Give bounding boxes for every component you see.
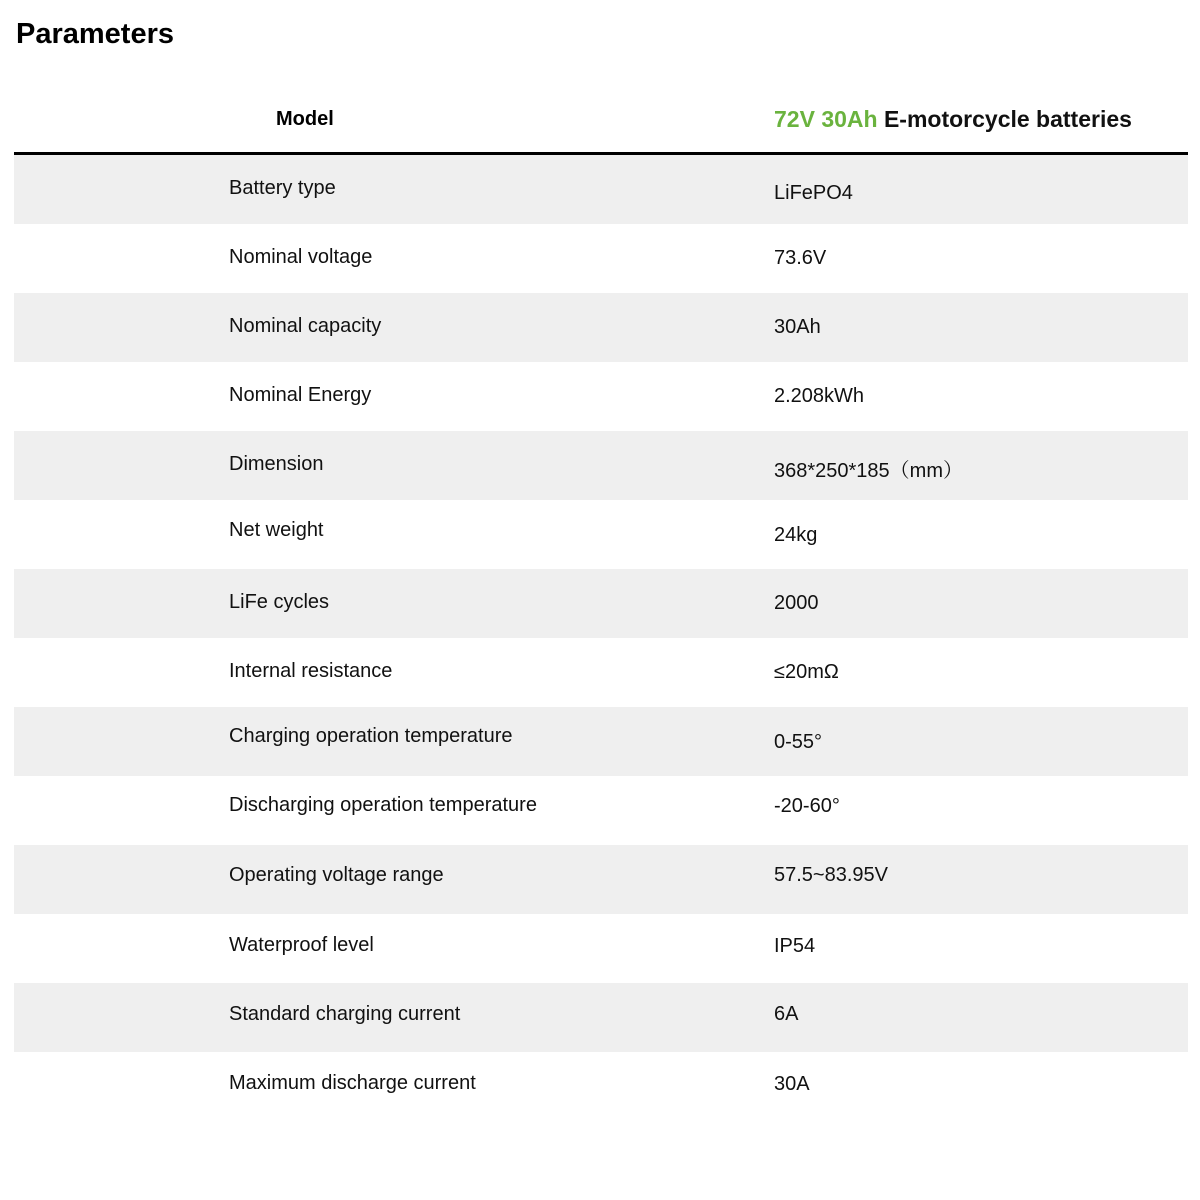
- page-title: Parameters: [16, 18, 174, 50]
- table-row: [14, 569, 1188, 638]
- table-header: [14, 100, 1188, 152]
- row-value: -20-60°: [774, 795, 840, 817]
- row-value: 0-55°: [774, 731, 823, 753]
- row-label: Maximum discharge current: [229, 1072, 476, 1094]
- row-value: 30A: [774, 1073, 810, 1095]
- row-label: Charging operation temperature: [229, 725, 513, 747]
- row-label: Internal resistance: [229, 660, 393, 682]
- row-label: Discharging operation temperature: [229, 794, 537, 816]
- row-value: 57.5~83.95V: [774, 864, 888, 886]
- model-rest: E-motorcycle batteries: [883, 106, 1132, 132]
- row-label: Nominal Energy: [229, 384, 372, 406]
- row-label: Battery type: [229, 177, 336, 199]
- table-row: [14, 983, 1188, 1052]
- table-row: [14, 638, 1188, 707]
- model-highlight: 72V 30Ah: [774, 106, 878, 132]
- row-value: IP54: [774, 935, 816, 957]
- row-value: 6A: [774, 1003, 799, 1025]
- header-model-name: [774, 106, 1132, 133]
- row-value: ≤20mΩ: [774, 661, 839, 683]
- row-value: 24kg: [774, 524, 818, 546]
- row-value: 73.6V: [774, 247, 827, 269]
- header-label-model: Model: [276, 108, 334, 130]
- table-row: [14, 845, 1188, 914]
- row-value: 368*250*185（mm）: [774, 460, 963, 482]
- parameters-table: [14, 155, 1188, 1121]
- row-label: Nominal voltage: [229, 246, 373, 268]
- row-label: Dimension: [229, 453, 324, 475]
- table-row: [14, 1052, 1188, 1121]
- row-value: 30Ah: [774, 316, 821, 338]
- table-row: [14, 224, 1188, 293]
- table-row: [14, 155, 1188, 224]
- table-row: [14, 431, 1188, 500]
- row-label: Standard charging current: [229, 1003, 461, 1025]
- row-label: Waterproof level: [229, 934, 374, 956]
- table-row: [14, 362, 1188, 431]
- row-label: Operating voltage range: [229, 864, 444, 886]
- row-value: 2000: [774, 592, 819, 614]
- row-value: 2.208kWh: [774, 385, 865, 407]
- table-row: [14, 776, 1188, 845]
- table-row: [14, 914, 1188, 983]
- table-row: [14, 293, 1188, 362]
- table-row: [14, 707, 1188, 776]
- row-label: Nominal capacity: [229, 315, 382, 337]
- row-label: LiFe cycles: [229, 591, 330, 613]
- row-label: Net weight: [229, 519, 324, 541]
- table-row: [14, 500, 1188, 569]
- row-value: LiFePO4: [774, 182, 853, 204]
